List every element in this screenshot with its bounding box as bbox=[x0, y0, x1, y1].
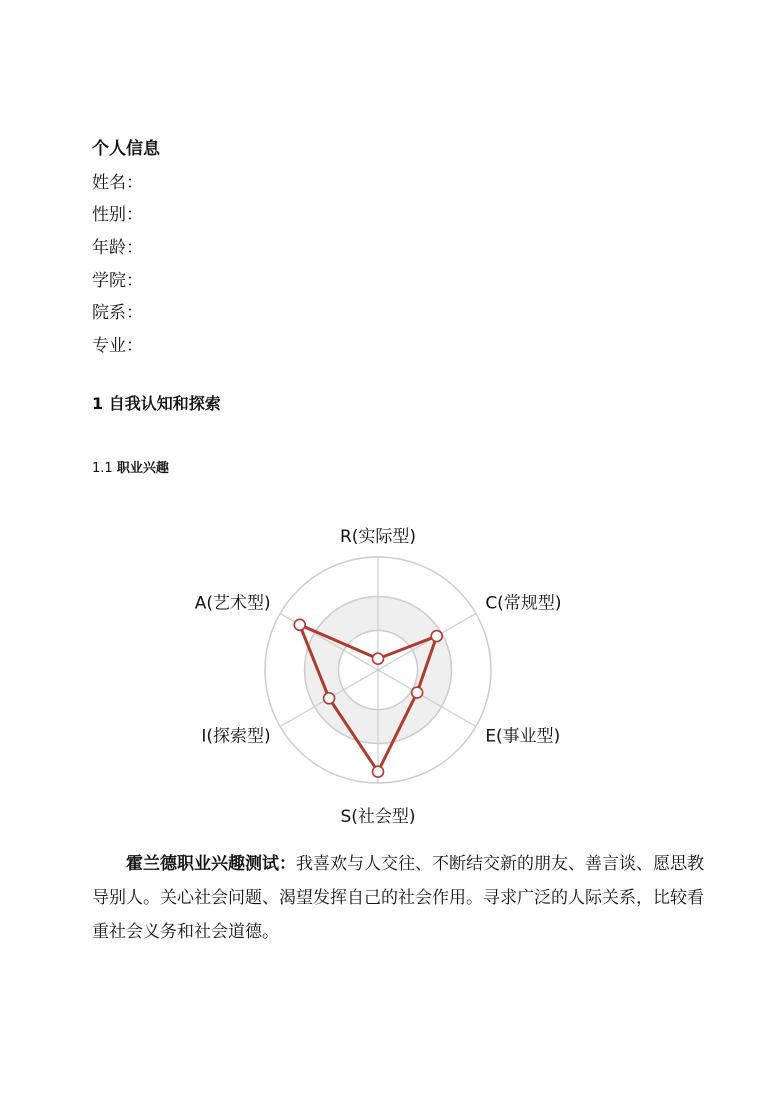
interest-radar-chart bbox=[170, 505, 590, 835]
radar-point bbox=[373, 653, 384, 664]
info-row-department: 院系： bbox=[92, 303, 143, 323]
info-row-age: 年龄： bbox=[92, 238, 143, 258]
radar-axis-label: R(实际型) bbox=[339, 527, 417, 547]
paragraph bbox=[92, 847, 704, 949]
subsection-title bbox=[92, 457, 169, 476]
radar-point bbox=[412, 687, 423, 698]
radar-axis-label: C(常规型) bbox=[485, 593, 562, 614]
radar-point bbox=[324, 693, 335, 704]
personal-info-heading: 个人信息 bbox=[92, 139, 160, 159]
paragraph-body: 我喜欢与人交往、不断结交新的朋友、善言谈、愿思教导别人。关心社会问题、渴望发挥自己的社会作用。寻求广泛的人际关系，比较看重社会义务和社会道德。 bbox=[92, 854, 704, 942]
radar-axis-label: A(艺术型) bbox=[194, 593, 271, 614]
subsection-text: 职业兴趣 bbox=[116, 461, 169, 476]
radar-axis-label: E(事业型) bbox=[485, 726, 561, 747]
info-row-gender: 性别： bbox=[92, 205, 143, 225]
info-row-major: 专业： bbox=[92, 336, 143, 356]
info-row-college: 学院： bbox=[92, 271, 143, 291]
radar-point bbox=[431, 631, 442, 642]
radar-point bbox=[294, 619, 305, 630]
section-title: 1 自我认知和探索 bbox=[92, 394, 221, 413]
info-row-name: 姓名： bbox=[92, 173, 143, 193]
radar-axis-label: I(探索型) bbox=[201, 726, 271, 747]
radar-axis-label: S(社会型) bbox=[340, 807, 416, 827]
paragraph-lead: 霍兰德职业兴趣测试： bbox=[126, 854, 296, 874]
subsection-number: 1.1 bbox=[92, 461, 113, 476]
radar-point bbox=[373, 766, 384, 777]
